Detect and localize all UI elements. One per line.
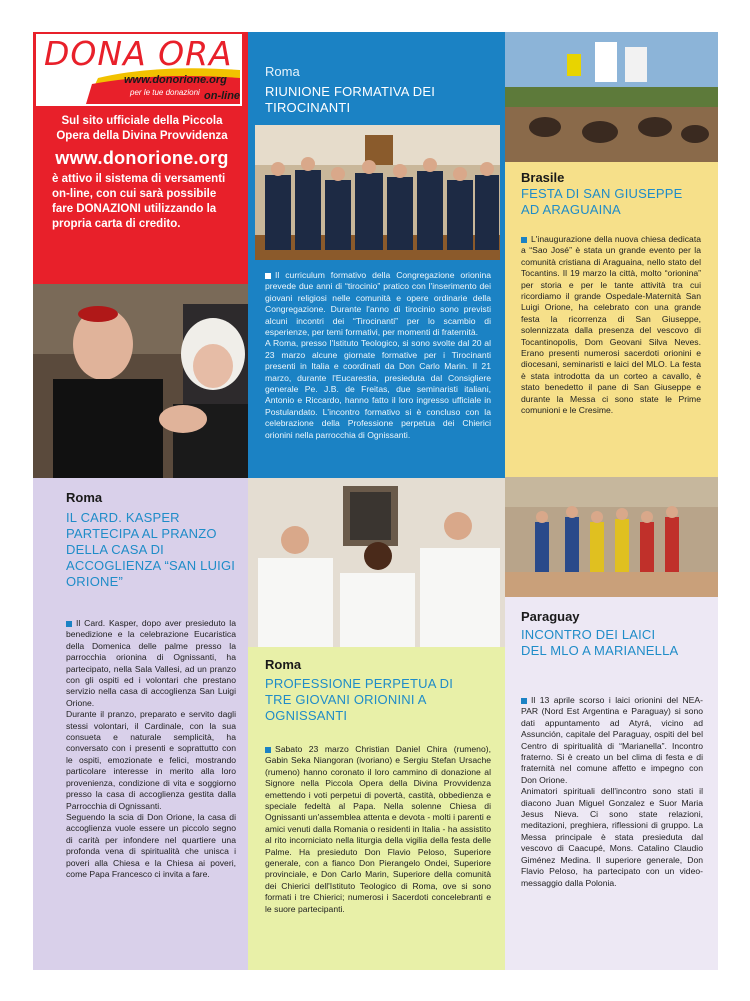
professione-body	[265, 744, 491, 915]
professione-location: Roma	[265, 657, 302, 672]
brasile-paragraph: L'inaugurazione della nuova chiesa dedicata a “Sao José” è stata un grande evento per la comunità cristiana di Araguaina, nello stato del Tocantins. Il 19 marzo la città, molto “orionina” per storia e per le tante attività tra cui ricordiamo il grande Ospedale-Maternità San Luigi Orione, ha celebrato con una grande festa la ricorrenza di San Giuseppe, solennizzata dalla presenza del vescovo di Tocantinopolis, Dom Geovani Silva Neves. Erano presenti numerosi sacerdoti orionini e diocesani, seminaristi e laici del MLO. La festa è stata introdotta da un corteo a cavallo, è stato benedetto il pane di San Giuseppe e durante la Messa ci sono state le Prime comunioni e le Cresime.	[521, 234, 701, 416]
logo-url: www.donorione.org	[124, 74, 227, 86]
professione-title: PROFESSIONE PERPETUA DI TRE GIOVANI ORIONINI A OGNISSANTI	[265, 676, 454, 723]
tirocinanti-paragraph-1: Il curriculum formativo della Congregazione orionina prevede due anni di “tirocinio” pratico con l'inserimento dei giovani religiosi nelle comunità e opere ordinarie della Congregazione. Durante l'anno di tirocinio sono previsti alcuni incontri dei “Tirocinanti” per lo scambio di esperienze, per temi formativi, per momenti di fraternità.	[265, 270, 491, 338]
bullet-square-icon	[521, 237, 527, 243]
bullet-square-icon	[265, 747, 271, 753]
kasper-paragraph-2: Durante il pranzo, preparato e servito dagli stessi volontari, il Cardinale, con la sua consueta e naturale semplicità, ha conversato con i presenti e soprattutto con le ospiti, emozionate e felici, mostrando particolare interesse in merito alla loro provenienza, condizione di vita e soggiorno presso la casa di accoglienza gestita dalla Parrocchia di Ognissanti.	[66, 709, 236, 811]
kasper-body	[66, 618, 236, 880]
photo-kasper	[33, 284, 248, 478]
brasile-title: FESTA DI SAN GIUSEPPE AD ARAGUAINA	[521, 186, 683, 217]
professione-paragraph: Sabato 23 marzo Christian Daniel Chira (rumeno), Gabin Seka Niangoran (ivoriano) e Sergiu Stefan Ursache (rumeno) hanno coronato il loro cammino di donazione al Signore nella Piccola Opera della Divina Provvidenza emettendo i voti perpetui di povertà, castità, obbedienza e speciale fedeltà al Papa. Nella solenne Chiesa di Ognissanti un'assemblea attenta e devota - molti i parenti e amici venuti dalla Romania o residenti in Italia - ha assistito al rito incorniciato nella liturgia della vigilia della festa delle Palme. Ha presieduto Don Flavio Peloso, Superiore generale, con a fianco Don Pierangelo Ondei, Superiore provinciale, e Don Carlo Marin, Superiore della comunità dei Chierici dell'Istituto Teologico di Roma, ove si sono formati i tre Chierici; numerosi i Sacerdoti concelebranti e le suore partecipanti.	[265, 744, 491, 914]
kasper-location: Roma	[66, 490, 103, 505]
tirocinanti-body	[265, 270, 491, 441]
tirocinanti-paragraph-2: A Roma, presso l'Istituto Teologico, si sono svolte dal 20 al 23 marzo alcune giornate formative per i Tirocinanti presenti in Italia e coordinati da Don Carlo Marin. Il 21 marzo, durante l'Eucarestia, presieduta dal Consigliere generale Pe. J.B. de Freitas, due seminaristi italiani, Antonio e Riccardo, hanno fatto il loro ingresso ufficiale in Postulandato. L'incontro formativo si è concluso con la celebrazione della Professione perpetua dei Chierici orionini nella parrocchia di Ognissanti.	[265, 338, 491, 440]
paraguay-title: INCONTRO DEI LAICI DEL MLO A MARIANELLA	[521, 627, 679, 658]
brasile-location: Brasile	[521, 170, 565, 185]
paraguay-paragraph-2: Animatori spirituali dell'incontro sono stati il diacono Juan Miguel Gonzalez e Suor Maria Jesus Nieva. Ci sono state relazioni, meditazioni, preghiera, riflessioni di gruppo. La Messa principale è stata presieduta dal vescovo di Caacupé, Mons. Catalino Claudio Giménez Medina. Il superiore generale, Don Flavio Peloso, ha partecipato con un video-messaggio dalla Polonia.	[521, 786, 703, 888]
donate-intro: Sul sito ufficiale della Piccola Opera della Divina Provvidenza	[56, 115, 228, 142]
bullet-square-icon	[521, 698, 527, 704]
bullet-square-icon	[265, 273, 271, 279]
logo-online: on-line	[204, 90, 241, 102]
donate-description: è attivo il sistema di versamenti on-line, con cui sarà possibile fare DONAZIONI utilizzando la propria carta di credito.	[52, 173, 226, 230]
photo-professione	[248, 478, 505, 647]
logo-tagline: per le tue donazioni	[130, 88, 200, 97]
bullet-square-icon	[66, 621, 72, 627]
photo-paraguay	[505, 477, 718, 597]
logo-title: DONA ORA	[44, 34, 233, 73]
kasper-title: IL CARD. KASPER PARTECIPA AL PRANZO DELLA CASA DI ACCOGLIENZA “SAN LUIGI ORIONE”	[66, 510, 236, 589]
paraguay-body	[521, 695, 703, 889]
paraguay-paragraph-1: Il 13 aprile scorso i laici orionini del NEA-PAR (Nord Est Argentina e Paraguay) si sono dati appuntamento ad Atyrá, vicino ad Assunción, capitale del Paraguay, ospiti del bel Centro di spiritualità di “Marianella”. Incontro fraterno. Si è creato un bel clima di festa e di fraternità nel comune affetto e impegno con Don Orione.	[521, 695, 703, 785]
paraguay-location: Paraguay	[521, 609, 580, 624]
donate-logo[interactable]	[36, 34, 242, 106]
tirocinanti-title: RIUNIONE FORMATIVA DEI TIROCINANTI	[265, 84, 436, 115]
photo-brasile	[505, 32, 718, 162]
brasile-body	[521, 234, 701, 417]
donate-url-link[interactable]: www.donorione.org	[55, 148, 229, 168]
kasper-paragraph-3: Seguendo la scia di Don Orione, la casa di accoglienza vuole essere un piccolo segno di carità per infondere nel quartiere una profonda vena di spiritualità che unisca i poveri alla Chiesa e la Chiesa ai poveri, come Papa Francesco ci invita a fare.	[66, 811, 236, 879]
kasper-paragraph-1: Il Card. Kasper, dopo aver presieduto la benedizione e la celebrazione Eucaristica della Domenica delle palme presso la parrocchia orionina di Ognissanti, ha partecipato, nella Sala Vallesi, ad un pranzo con gli ospiti ed i volontari che prestano servizio nella casa di accoglienza San Luigi Orione.	[66, 618, 236, 708]
tirocinanti-location: Roma	[265, 64, 300, 79]
photo-tirocinanti	[255, 125, 500, 260]
donate-text	[44, 114, 240, 232]
